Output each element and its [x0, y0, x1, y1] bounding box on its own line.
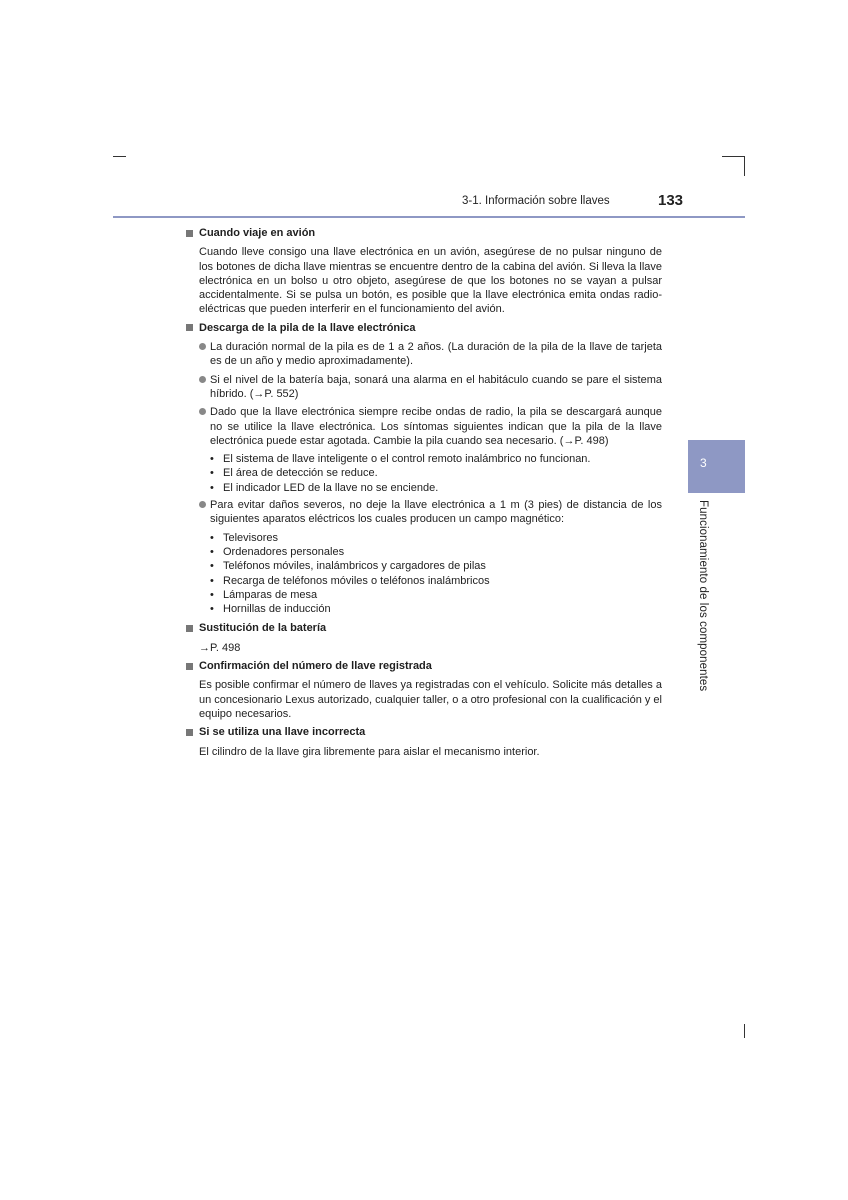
bullet-text: Para evitar daños severos, no deje la llave electrónica a 1 m (3 pies) de distancia de los siguientes aparatos eléctricos los cuales producen un campo magnético: [210, 499, 662, 526]
crop-mark-top-right-v [744, 156, 745, 176]
list-item: • El sistema de llave inteligente o el control remoto inalámbrico no funcionan. [210, 453, 591, 466]
section-key-count [186, 659, 662, 721]
heading-text: Cuando viaje en avión [199, 227, 316, 239]
heading-text: Confirmación del número de llave registrada [199, 660, 432, 673]
list-item: • El área de detección se reduce. [210, 467, 378, 480]
list-item: • El indicador LED de la llave no se enciende. [210, 481, 439, 494]
paragraph: Cuando lleve consigo una llave electrónica en un avión, asegúrese de no pulsar ninguno de los botones de dicha llave mientras se encuentre dentro de la cabina del avión. Si lleva la llave electrónica en un bolso u otro objeto, asegúrese de que los botones no se vayan a pulsar accidentalmente. Si se pulsa un botón, es posible que la llave electrónica emita ondas radio-eléctricas que pueden interferir en el funcionamiento del avión. [199, 246, 662, 316]
sub-item-text: Lámparas de mesa [223, 588, 318, 601]
list-item [199, 373, 662, 402]
list-item: • Ordenadores personales [210, 545, 345, 558]
sub-item-text: El sistema de llave inteligente o el control remoto inalámbrico no funcionan. [223, 453, 591, 466]
round-bullet-icon [199, 408, 206, 415]
section-heading [186, 725, 662, 739]
section-heading [186, 659, 662, 673]
section-heading [186, 621, 662, 635]
paragraph: Es posible confirmar el número de llaves ya registradas con el vehículo. Solicite más detalles a un concesionario Lexus autorizado, cualquier taller, o a otro profesional con la cualificación y el equipo necesarios. [199, 679, 662, 720]
sub-item-text: El área de detección se reduce. [223, 467, 378, 480]
square-bullet-icon [186, 230, 193, 237]
sub-item-text: Teléfonos móviles, inalámbricos y cargadores de pilas [223, 560, 486, 573]
square-bullet-icon [186, 625, 193, 632]
round-bullet-icon [199, 343, 206, 350]
crop-mark-top-left [113, 156, 126, 157]
list-item: • Recarga de teléfonos móviles o teléfonos inalámbricos [210, 574, 490, 587]
sub-item-text: El indicador LED de la llave no se enciende. [223, 481, 439, 494]
section-wrong-key [186, 725, 662, 759]
round-bullet-icon [199, 501, 206, 508]
sub-item-text: Recarga de teléfonos móviles o teléfonos inalámbricos [223, 574, 490, 587]
section-battery-replacement [186, 621, 662, 655]
section-heading [186, 321, 662, 335]
list-item: • Hornillas de inducción [210, 603, 331, 616]
square-bullet-icon [186, 324, 193, 331]
bullet-text: La duración normal de la pila es de 1 a 2 años. (La duración de la pila de la llave de tarjeta es de un año y medio aproximadamente). [210, 341, 662, 368]
crop-mark-bottom-right [744, 1024, 745, 1038]
list-item: • Televisores [210, 531, 279, 544]
page-number: 133 [658, 192, 684, 209]
chapter-label: Funcionamiento de los componentes [697, 500, 709, 692]
page-reference-link[interactable]: →P. 498 [199, 641, 241, 654]
crop-mark-top-right-h [722, 156, 745, 157]
header-rule [113, 216, 745, 218]
section-heading [186, 226, 662, 240]
chapter-number: 3 [700, 456, 707, 470]
device-list [210, 531, 662, 617]
square-bullet-icon [186, 663, 193, 670]
header-title: 3-1. Información sobre llaves [462, 195, 610, 207]
chapter-tab [688, 440, 745, 493]
heading-text: Descarga de la pila de la llave electrónica [199, 321, 416, 334]
list-item [199, 405, 662, 448]
list-item [199, 498, 662, 527]
paragraph: El cilindro de la llave gira libremente para aislar el mecanismo interior. [199, 745, 540, 758]
sub-item-text: Hornillas de inducción [223, 603, 331, 616]
sub-item-text: Televisores [223, 531, 279, 544]
section-battery-discharge [186, 321, 662, 617]
list-item: • Teléfonos móviles, inalámbricos y cargadores de pilas [210, 560, 486, 573]
bullet-text: Si el nivel de la batería baja, sonará una alarma en el habitáculo cuando se pare el sistema híbrido. (→P. 552) [210, 373, 662, 400]
bullet-text: Dado que la llave electrónica siempre recibe ondas de radio, la pila se descargará aunque no se utilice la llave electrónica. Los síntomas siguientes indican que la pila de la llave electrónica puede estar agotada. Cambie la pila cuando sea necesario. (→P. 498) [210, 406, 662, 447]
round-bullet-icon [199, 376, 206, 383]
symptom-list [210, 452, 662, 495]
page-content [186, 226, 662, 763]
list-item: • Lámparas de mesa [210, 588, 318, 601]
sub-item-text: Ordenadores personales [223, 545, 345, 558]
square-bullet-icon [186, 729, 193, 736]
list-item [199, 340, 662, 369]
section-airplane [186, 226, 662, 317]
heading-text: Si se utiliza una llave incorrecta [199, 726, 366, 739]
heading-text: Sustitución de la batería [199, 622, 327, 635]
